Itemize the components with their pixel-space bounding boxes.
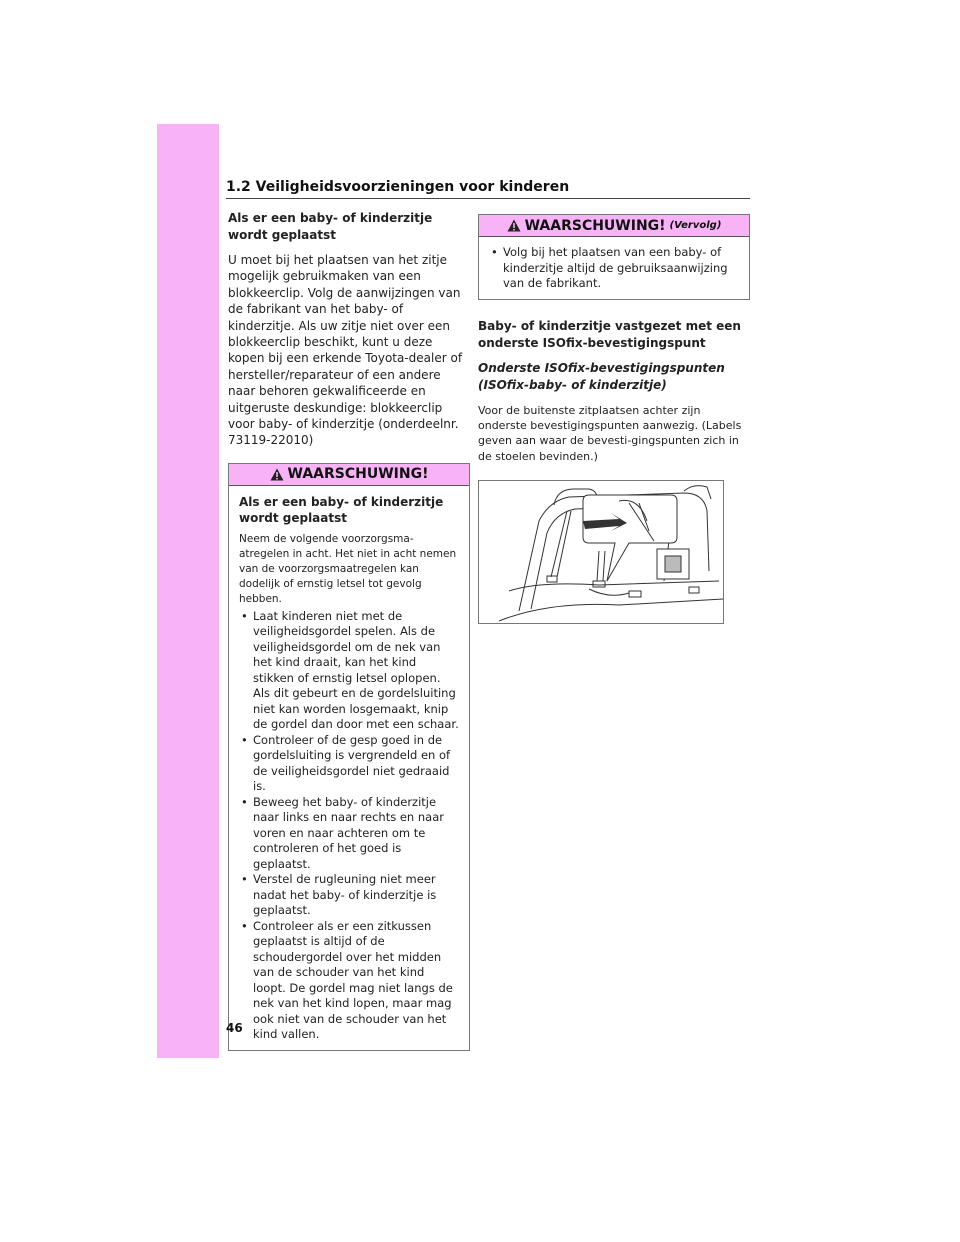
isofix-subheading: Onderste ISOfix-bevestigingspunten (ISOfix-baby- of kinderzitje) [478,360,725,392]
warning-body-continued [479,237,749,299]
left-heading: Als er een baby- of kinderzitje wordt geplaatst [228,211,433,242]
warning-triangle-icon [507,219,521,232]
list-item: • Verstel de rugleuning niet meer nadat het baby- of kinderzitje is geplaatst. [239,872,459,919]
warning-continued-label: (Vervolg) [669,220,722,231]
list-item: • Laat kinderen niet met de veiligheidsgordel spelen. Als de veiligheidsgordel om de nek van het kind draait, kan het kind stikken of ernstig letsel oplopen. Als dit gebeurt en de gordelsluiting niet kan worden losgemaakt, knip de gordel dan door met een schaar. [239,609,459,733]
warning-intro: Neem de volgende voorzorgsma-atregelen in acht. Het niet in acht nemen van de voorzorgsmaatregelen kan dodelijk of ernstig letsel tot gevolg hebben. [239,532,457,605]
isofix-paragraph: Voor de buitenste zitplaatsen achter zijn onderste bevestigingspunten aanwezig. (Labels geven aan waar de bevesti-gingspunten zich in de stoelen bevinden.) [478,403,742,463]
left-column [228,210,470,1061]
warning-box-continued [478,214,750,300]
warning-list [239,609,459,1043]
section-header: 1.2 Veiligheidsvoorzieningen voor kinderen [226,179,750,199]
warning-body [229,486,469,1050]
warning-title: Als er een baby- of kinderzitje wordt geplaatst [239,494,444,525]
list-item: • Volg bij het plaatsen van een baby- of kinderzitje altijd de gebruiksaanwijzing van de fabrikant. [489,245,739,292]
isofix-illustration [478,480,724,624]
left-paragraph: U moet bij het plaatsen van het zitje mogelijk gebruikmaken van een blokkeerclip. Volg de aanwijzingen van de fabrikant van het baby- of kinderzitje. Als uw zitje niet over een blokkeerclip beschikt, kunt u deze kopen bij een erkende Toyota-dealer of hersteller/reparateur of een andere naar behoren gekwalificeerde en uitgeruste deskundige: blokkeerclip voor baby- of kinderzitje (onderdeelnr. 73119-22010) [228,253,463,448]
warning-header [229,464,469,486]
list-item: • Controleer als er een zitkussen geplaatst is altijd of de schoudergordel over het midden van de schouder van het kind loopt. De gordel mag niet langs de nek van het kind lopen, maar mag ook niet van de schouder van het kind vallen. [239,919,459,1043]
list-item: • Controleer of de gesp goed in de gordelsluiting is vergrendeld en of de veiligheidsgordel niet gedraaid is. [239,733,459,795]
warning-label: WAARSCHUWING! [524,217,666,234]
rear-seat-drawing [479,481,723,623]
warning-triangle-icon [270,468,284,481]
warning-box [228,463,470,1051]
right-column [478,214,750,624]
warning-header-continued [479,215,749,237]
warning-label: WAARSCHUWING! [287,466,429,483]
list-item: • Beweeg het baby- of kinderzitje naar links en naar rechts en naar voren en naar achteren om te controleren of het goed is geplaatst. [239,795,459,873]
warning-list [489,245,739,292]
page-number: 46 [226,1021,243,1035]
isofix-heading: Baby- of kinderzitje vastgezet met een onderste ISOfix-bevestigingspunt [478,318,741,350]
side-tab [157,124,219,1058]
